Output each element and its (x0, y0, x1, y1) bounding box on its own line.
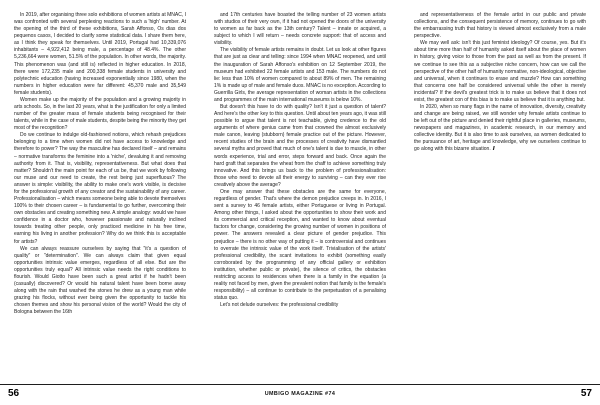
paragraph: and representativeness of the female artist in our public and private collections, and the consequent persistence of memory, continues to go with the embarrassing truth that history is viewed almost exclusively from a male perspective. (414, 12, 586, 40)
paragraph: Let's not delude ourselves: the professional credibility (220, 302, 339, 309)
paragraph: In 2019, after organising three solo exhibitions of women artists at MNAC, I was confronted with several perplexing reactions to such a 'high' number. At the opening of the third of these exhibitions, Sarah Affonso, Os dias dos pequenos casos, I decided to clarify some statistical data. I share them here, as I think they speak for themselves. Until 2019, Portugal had 10,339,076 inhabitants – 4,922,412 being male, a percentage of 48.4%. The other 5,236,664 were women, 51.5% of the population. In other words, the majority. This phenomenon was (and still is) reflected in higher education. In 2018, there were 172,235 male and 200,338 female students in university and polytechnic education (having increased exponentially since 1980, when the numbers in higher education were far different: 45,370 male and 35,549 female students). (14, 12, 186, 96)
page-number-right: 57 (580, 388, 592, 399)
paragraph: But doesn't this have to do with quality? Isn't it just a question of talent? And here's the other key to this question. Until about ten years ago, it was still possible to argue that talent is not teachable, giving credence to the old arguments of where genius came from that crowned the almost exclusively male canon, leaving (stubborn) female practice out of the picture. However, recent studies of the brain and the processes of creativity have dismantled several myths and proved that much of one's talent is due to muscle, in other words experience, trial and error, steps forward and back. Once again the hard graft that separates the wheat from the chaff to achieve something truly innovative. And this brings us back to the problem of professionalisation: those who need to devote all their energy to surviving – can they ever rise creatively above the average? (214, 104, 386, 188)
paragraph: and 17th centuries have boasted the telling number of 23 women artists with studios of their very own, if it had not opened the doors of the university to women as far back as the 13th century? Talent – innate or acquired, a subject to which I will return – needs concrete support: that of access and visibility. (214, 12, 386, 47)
text-column-left (14, 12, 186, 374)
magazine-issue-label: UMBIGO MAGAZINE #74 (264, 391, 336, 397)
paragraph: We may well ask: isn't this just feminist ideology? Of course, yes. But it's about time more than half of humanity asked itself about the place of women in history, giving voice to those from the past as well as from the present. If we continue to see this as a subjective niche concern, how can we call the perspective of the other half of humanity normative, non-ideological, objective and universal, when it continues to erase and muzzle? How can something that concerns one half be considered universal while the other is merely incidental? If the devil's greatest trick is to make us believe that it does not exist, the greatest con of this bias is to make us believe that it is anything but. (414, 40, 586, 103)
paragraph: We can always reassure ourselves by saying that "it's a question of quality" or "determination". We can always claim that given equal opportunities intrinsic value emerges, regardless of all else. But are the opportunities truly equal? All intrinsic value needs the right conditions to flourish. Would Giotto have been such a great artist if he hadn't been (casually) discovered? Or would his natural talent have been borne away along with the rain that washed the stones he drew as a young man while grazing his flocks, without ever being given the opportunity to tackle his chosen themes and show his personal vision of the world? Would the city of Bologna between the 16th (14, 245, 186, 316)
paragraph: Do we continue to indulge old-fashioned notions, which rehash prejudices belonging to a time when women did not have access to knowledge and therefore to power? The way the masculine has declared itself – and remains – normative transforms the feminine into a 'niche', devaluing it and removing authority from it. That is, visibility, representativeness. But what does that matter? Shouldn't the main point for each of us be, that we work by following our muse and our need to create, the rest being just superfluous? The answer is simple: visibility, the ability to make one's work visible, is decisive for the professional growth of any creator and the sustainability of any career. Professionalisation – which means someone being able to devote themselves 100% to their chosen career – is fundamental to go further, overcoming their own obstacles and creating something new. A simple analogy: would we have confidence in a doctor who, however passionate and naturally inclined towards treating other people, only practiced medicine in his free time, earning his living in another profession? Why do we think this is acceptable for artists? (14, 132, 186, 245)
paragraph: One may answer that these obstacles are the same for everyone, regardless of gender. That's where the demon prejudice creeps in. In 2016, I sent a survey to 46 female artists, either Portuguese or living in Portugal. Among other things, I asked about the opportunities to show their work and its commercial and critical reception, and wanted to know about eventual factors for change, considering the growing number of women in positions of power. The answers revealed a clear picture of gender prejudice. This prejudice – there is no other way of putting it – is controversial and continues to overrate the intrinsic value of the work itself. Trivialisation of the artists' professional credibility, the scant invitations to exhibit (something easily corroborated by the programming of any official gallery or exhibition institution, whether public or private), the silence of critics, the obstacles restricting access to residences when there is a family in the equation (a reality not faced by men, given the prevalent notion that family is the female's responsibility) – all continue to contribute to the perpetuation of a penalising status quo. (214, 188, 386, 302)
paragraph: The visibility of female artists remains in doubt. Let us look at other figures that are just as clear and telling: since 1994 when MNAC reopened, and until the inauguration of Sarah Affonso's exhibition on 12 September 2019, the museum had exhibited 22 female artists and 153 male. The numbers do not lie: less than 10% of women compared to about 89% of men. The remaining 1% is made up of male and female duos. MNAC is no exception. According to Guerrilla Girls, the average representation of woman artists in the collections and programmes of the main international museums is below 10%. (214, 47, 386, 103)
paragraph-text: In 2020, when so many flags in the name of innovation, diversity, creativity and change are being raised, we still wonder why female artists continue to be left out of the picture and denied their rightful place in galleries, museums, newspapers and magazines, in academic research, in our memory and collective identity. But it is also time to ask ourselves, as women dedicated to the pursuance of art, heritage and knowledge, why we ourselves continue to go along with this bizarre situation. (414, 104, 586, 153)
end-of-article-mark: // (492, 146, 494, 153)
footer-rule (0, 384, 600, 385)
text-column-right (414, 12, 586, 374)
paragraph: Women make up the majority of the population and a growing majority in arts schools. So, in the last 20 years, what is the justification for only a limited number of the greater mass of female students being recognised for their talents, while in the case of male students, despite being the minority they get most of the recognition? (14, 96, 186, 132)
paragraph (414, 104, 586, 154)
text-column-middle (214, 12, 386, 374)
page-number-left: 56 (8, 388, 20, 399)
